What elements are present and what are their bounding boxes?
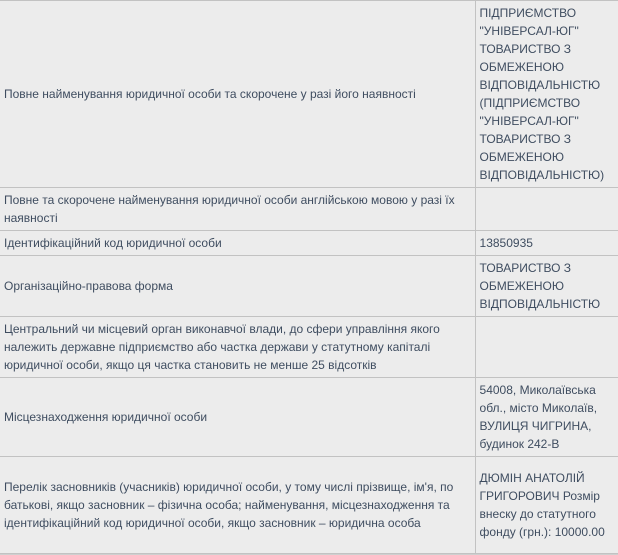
- field-value: 13850935: [475, 231, 618, 256]
- table-row-full-name: [0, 1, 618, 188]
- field-label: Ідентифікаційний код юридичної особи: [0, 231, 475, 256]
- table-row-governing-body: [0, 317, 618, 378]
- field-label: Перелік засновників (учасників) юридичної особи, у тому числі прізвище, ім'я, по батькові, якщо засновник – фізична особа; найменування, місцезнаходження та ідентифікаційний код юридичної особи, якщо засновник – юридична особа: [0, 457, 475, 554]
- table-row-founders: [0, 457, 618, 554]
- field-value: [475, 188, 618, 231]
- field-value: 54008, Миколаївська обл., місто Миколаїв, ВУЛИЦЯ ЧИГРИНА, будинок 242-В: [475, 378, 618, 457]
- field-label: Організаційно-правова форма: [0, 256, 475, 317]
- field-label: Місцезнаходження юридичної особи: [0, 378, 475, 457]
- field-value: ТОВАРИСТВО З ОБМЕЖЕНОЮ ВІДПОВІДАЛЬНІСТЮ: [475, 256, 618, 317]
- field-value: ДЮМІН АНАТОЛІЙ ГРИГОРОВИЧ Розмір внеску до статутного фонду (грн.): 10000.00: [475, 457, 618, 554]
- table-row-identification-code: [0, 231, 618, 256]
- field-value: ПІДПРИЄМСТВО "УНІВЕРСАЛ-ЮГ" ТОВАРИСТВО З ОБМЕЖЕНОЮ ВІДПОВІДАЛЬНІСТЮ (ПІДПРИЄМСТВО "УНІВЕРСАЛ-ЮГ" ТОВАРИСТВО З ОБМЕЖЕНОЮ ВІДПОВІДАЛЬНІСТЮ): [475, 1, 618, 188]
- table-row-english-name: [0, 188, 618, 231]
- field-value: [475, 317, 618, 378]
- field-label: Повне та скорочене найменування юридичної особи англійською мовою у разі їх наявності: [0, 188, 475, 231]
- table-row-location: [0, 378, 618, 457]
- field-label: Центральний чи місцевий орган виконавчої влади, до сфери управління якого належить державне підприємство або частка держави у статутному капіталі юридичної особи, якщо ця частка становить не менше 25 відсотків: [0, 317, 475, 378]
- field-label: Повне найменування юридичної особи та скорочене у разі його наявності: [0, 1, 475, 188]
- table-row-legal-form: [0, 256, 618, 317]
